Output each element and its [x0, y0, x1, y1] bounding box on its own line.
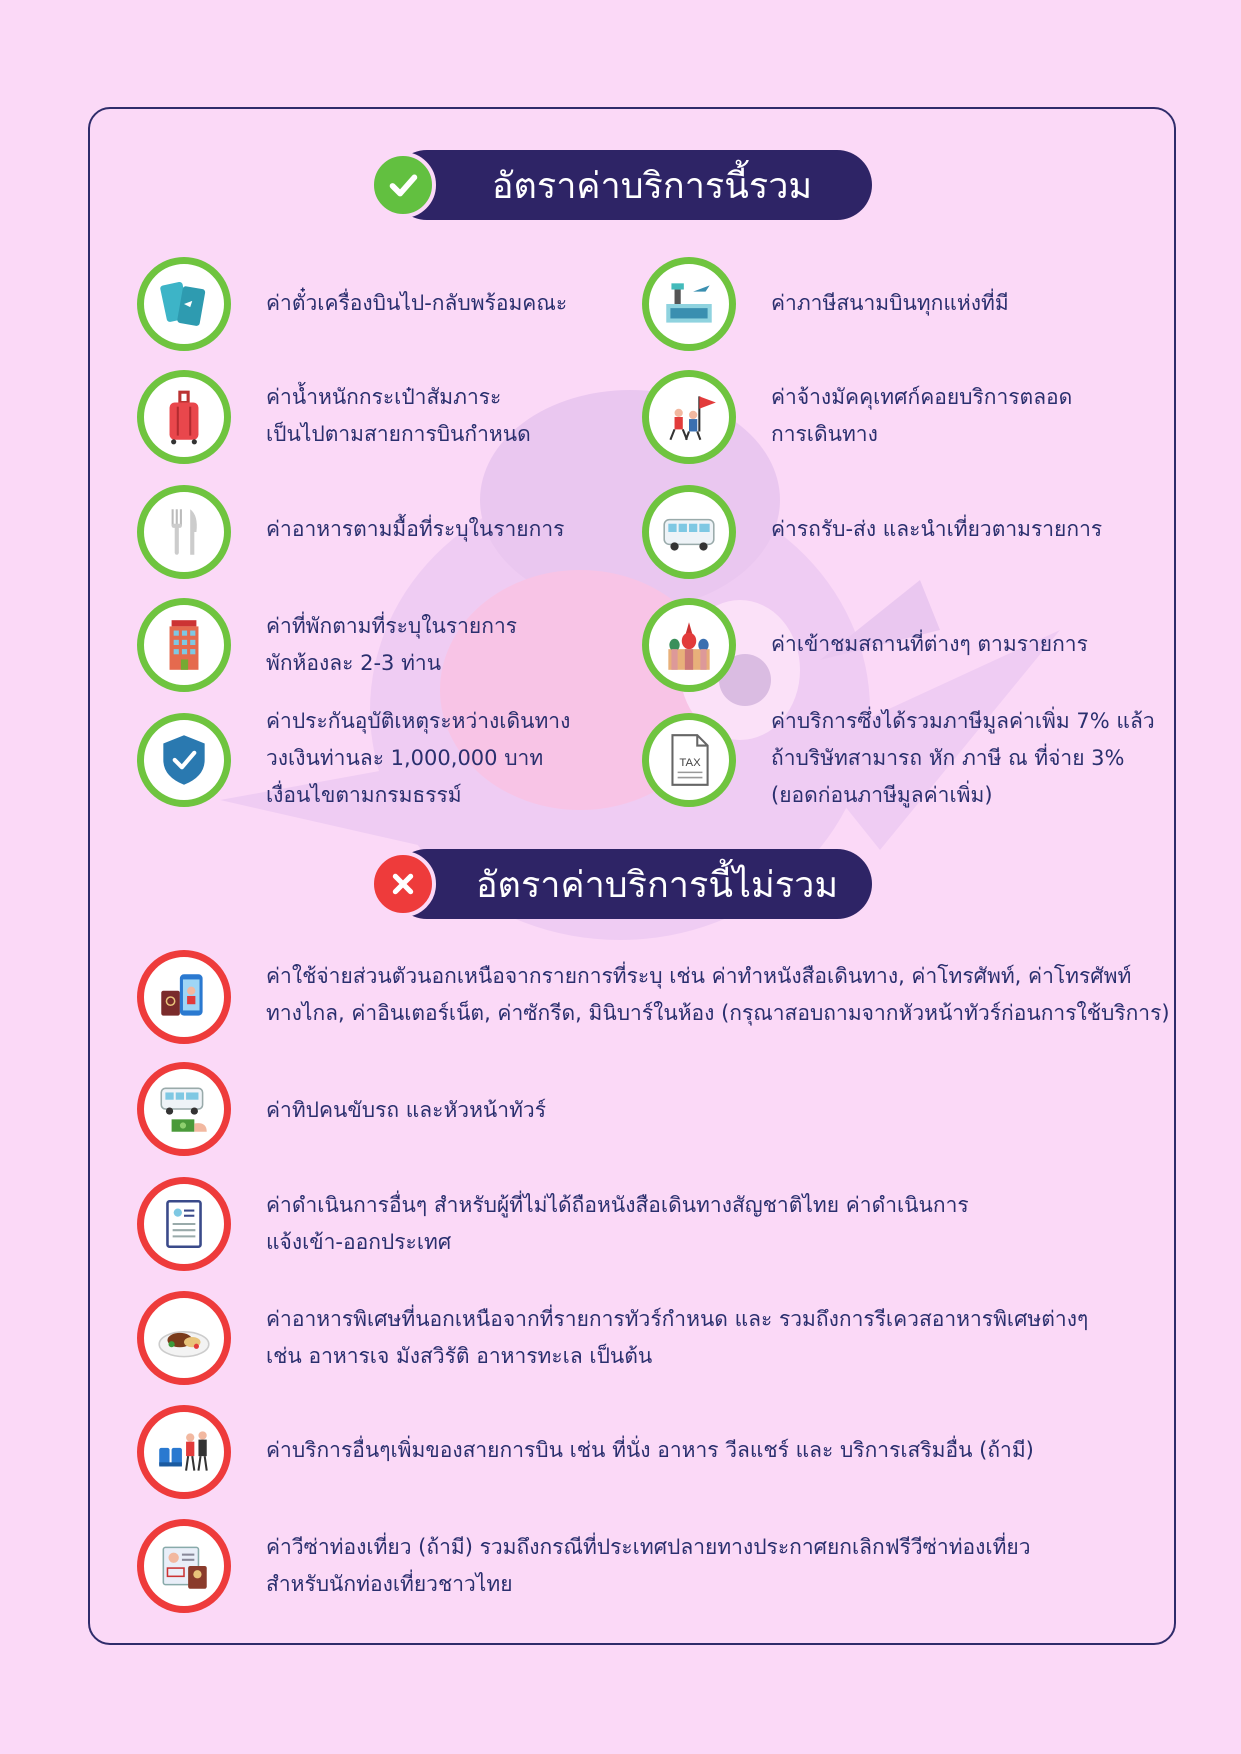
excluded-item-5: ค่าบริการอื่นๆเพิ่มของสายการบิน เช่น ที่นั่ง อาหาร วีลแชร์ และ บริการเสริมอื่น (ถ้ามี) — [266, 1438, 1034, 1462]
tour-bus-icon — [642, 485, 736, 579]
included-title: อัตราค่าบริการนี้รวม — [491, 165, 813, 207]
included-item-7: ค่าที่พักตามที่ระบุในรายการ พักห้องละ 2-3 ท่าน — [266, 614, 518, 675]
included-item-5: ค่าอาหารตามมื้อที่ระบุในรายการ — [266, 517, 565, 541]
cathedral-landmark-icon — [642, 598, 736, 692]
excluded-title: อัตราค่าบริการนี้ไม่รวม — [475, 864, 839, 906]
document-form-icon — [137, 1177, 231, 1271]
included-item-9: ค่าประกันอุบัติเหตุระหว่างเดินทาง วงเงินท่านละ 1,000,000 บาท เงื่อนไขตามกรมธรรม์ — [266, 709, 571, 807]
special-meal-icon — [137, 1291, 231, 1385]
included-item-4: ค่าจ้างมัคคุเทศก์คอยบริการตลอด การเดินทาง — [771, 385, 1073, 446]
visa-passport-icon — [137, 1519, 231, 1613]
check-icon — [370, 152, 436, 218]
insurance-shield-icon — [137, 713, 231, 807]
excluded-item-3: ค่าดำเนินการอื่นๆ สำหรับผู้ที่ไม่ได้ถือหนังสือเดินทางสัญชาติไทย ค่าดำเนินการ แจ้งเข้า-ออกประเทศ — [266, 1193, 969, 1254]
suitcase-icon — [137, 370, 231, 464]
included-item-6: ค่ารถรับ-ส่ง และนำเที่ยวตามรายการ — [771, 517, 1103, 541]
included-item-2: ค่าภาษีสนามบินทุกแห่งที่มี — [771, 291, 1009, 315]
included-item-10: ค่าบริการซึ่งได้รวมภาษีมูลค่าเพิ่ม 7% แล้ว ถ้าบริษัทสามารถ หัก ภาษี ณ ที่จ่าย 3% (ยอดก่อนภาษีมูลค่าเพิ่ม) — [771, 709, 1155, 807]
close-icon — [370, 851, 436, 917]
tax-document-icon — [642, 713, 736, 807]
included-header — [392, 150, 872, 220]
tour-guide-flag-icon — [642, 370, 736, 464]
excluded-item-6: ค่าวีซ่าท่องเที่ยว (ถ้ามี) รวมถึงกรณีที่ประเทศปลายทางประกาศยกเลิกฟรีวีซ่าท่องเที่ยว สำหรับนักท่องเที่ยวชาวไทย — [266, 1535, 1031, 1596]
included-item-8: ค่าเข้าชมสถานที่ต่างๆ ตามรายการ — [771, 632, 1088, 656]
included-item-3: ค่าน้ำหนักกระเป๋าสัมภาระ เป็นไปตามสายการบินกำหนด — [266, 385, 531, 446]
airport-terminal-icon — [642, 257, 736, 351]
excluded-item-2: ค่าทิปคนขับรถ และหัวหน้าทัวร์ — [266, 1098, 546, 1122]
hotel-building-icon — [137, 598, 231, 692]
svg-text:TAX: TAX — [679, 757, 701, 770]
bus-tip-money-icon — [137, 1062, 231, 1156]
airline-tickets-icon — [137, 257, 231, 351]
included-item-1: ค่าตั๋วเครื่องบินไป-กลับพร้อมคณะ — [266, 291, 568, 315]
phone-passport-icon — [137, 950, 231, 1044]
excluded-item-1: ค่าใช้จ่ายส่วนตัวนอกเหนือจากรายการที่ระบุ เช่น ค่าทำหนังสือเดินทาง, ค่าโทรศัพท์, ค่าโทรศัพท์ ทางไกล, ค่าอินเตอร์เน็ต, ค่าซักรีด, มินิบาร์ในห้อง (กรุณาสอบถามจากหัวหน้าทัวร์ก่อนการใช้บริการ) — [266, 964, 1170, 1025]
excluded-header — [392, 849, 872, 919]
excluded-item-4: ค่าอาหารพิเศษที่นอกเหนือจากที่รายการทัวร์กำหนด และ รวมถึงการรีเควสอาหารพิเศษต่างๆ เช่น อาหารเจ มังสวิรัติ อาหารทะเล เป็นต้น — [266, 1307, 1089, 1368]
airport-seats-icon — [137, 1405, 231, 1499]
fork-knife-icon — [137, 485, 231, 579]
